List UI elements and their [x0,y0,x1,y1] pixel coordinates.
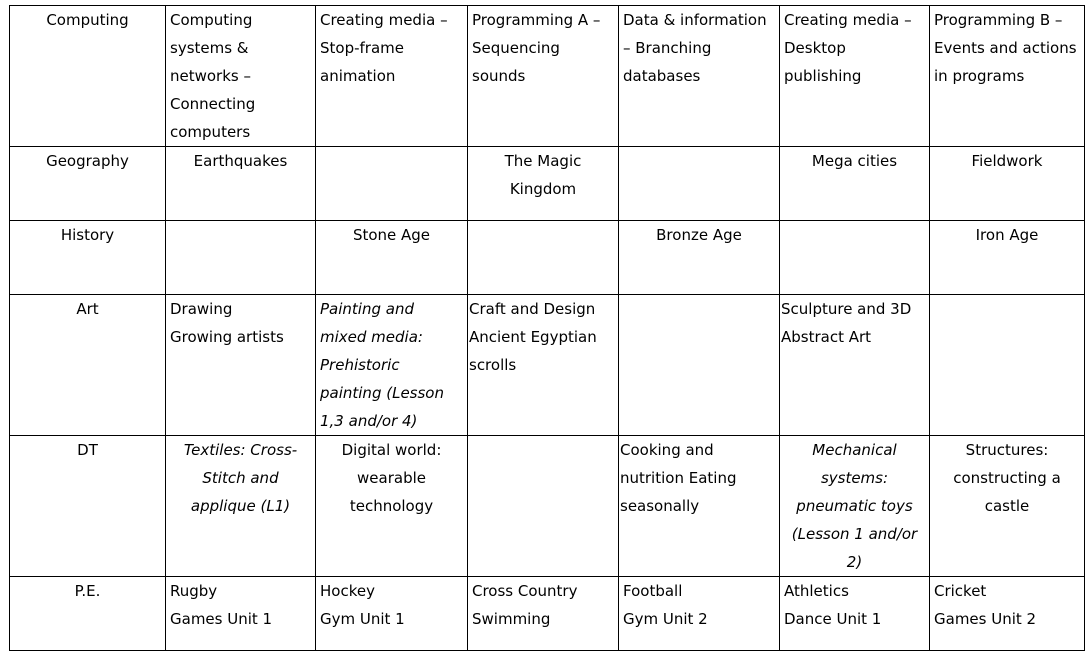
dt-cell-3 [468,436,619,577]
geography-cell-4 [619,147,780,221]
pe-cell-4-line-2: Gym Unit 2 [623,610,708,628]
computing-row [10,6,1085,147]
geography-row [10,147,1085,221]
subject-computing: Computing [10,6,166,147]
computing-unit-6: Programming B – Events and actions in programs [930,6,1085,147]
history-cell-1 [166,221,316,295]
dt-cell-2: Digital world: wearable technology [316,436,468,577]
pe-cell-4 [619,577,780,651]
pe-cell-5-line-2: Dance Unit 1 [784,610,882,628]
art-cell-3-line-1: Craft and Design [469,300,596,318]
art-cell-5-line-1: Sculpture and 3D [781,300,912,318]
art-cell-4 [619,295,780,436]
art-cell-5-line-2: Abstract Art [781,328,872,346]
subject-pe: P.E. [10,577,166,651]
computing-unit-5: Creating media – Desktop publishing [780,6,930,147]
history-cell-5 [780,221,930,295]
subject-art: Art [10,295,166,436]
pe-cell-6-line-2: Games Unit 2 [934,610,1037,628]
computing-unit-1: Computing systems & networks – Connecting computers [166,6,316,147]
art-cell-1 [166,295,316,436]
pe-cell-4-line-1: Football [623,582,683,600]
history-cell-2: Stone Age [316,221,468,295]
pe-cell-1 [166,577,316,651]
dt-cell-5: Mechanical systems: pneumatic toys (Lesson 1 and/or 2) [780,436,930,577]
pe-cell-5-line-1: Athletics [784,582,849,600]
computing-unit-3: Programming A – Sequencing sounds [468,6,619,147]
subject-dt: DT [10,436,166,577]
pe-cell-2-line-1: Hockey [320,582,375,600]
pe-cell-1-line-2: Games Unit 1 [170,610,273,628]
computing-unit-2: Creating media – Stop-frame animation [316,6,468,147]
history-cell-3 [468,221,619,295]
pe-cell-2-line-2: Gym Unit 1 [320,610,405,628]
dt-cell-1: Textiles: Cross-Stitch and applique (L1) [166,436,316,577]
subject-geography: Geography [10,147,166,221]
subject-history: History [10,221,166,295]
art-cell-3-line-2: Ancient Egyptian scrolls [469,328,597,374]
pe-cell-3 [468,577,619,651]
geography-cell-3: The Magic Kingdom [468,147,619,221]
pe-cell-1-line-1: Rugby [170,582,218,600]
history-cell-4: Bronze Age [619,221,780,295]
dt-row [10,436,1085,577]
dt-cell-4: Cooking and nutrition Eating seasonally [619,436,780,577]
pe-row [10,577,1085,651]
pe-cell-3-line-2: Swimming [472,610,551,628]
geography-cell-2 [316,147,468,221]
pe-cell-2 [316,577,468,651]
art-cell-2: Painting and mixed media: Prehistoric painting (Lesson 1,3 and/or 4) [316,295,468,436]
computing-unit-4: Data & information – Branching databases [619,6,780,147]
history-cell-6: Iron Age [930,221,1085,295]
geography-cell-5: Mega cities [780,147,930,221]
art-row [10,295,1085,436]
pe-cell-6 [930,577,1085,651]
geography-cell-6: Fieldwork [930,147,1085,221]
art-cell-1-line-2: Growing artists [170,328,284,346]
pe-cell-6-line-1: Cricket [934,582,987,600]
geography-cell-1: Earthquakes [166,147,316,221]
art-cell-3 [468,295,619,436]
history-row [10,221,1085,295]
curriculum-table [9,5,1085,651]
art-cell-6 [930,295,1085,436]
art-cell-1-line-1: Drawing [170,300,233,318]
pe-cell-3-line-1: Cross Country [472,582,578,600]
art-cell-5 [780,295,930,436]
pe-cell-5 [780,577,930,651]
dt-cell-6: Structures: constructing a castle [930,436,1085,577]
